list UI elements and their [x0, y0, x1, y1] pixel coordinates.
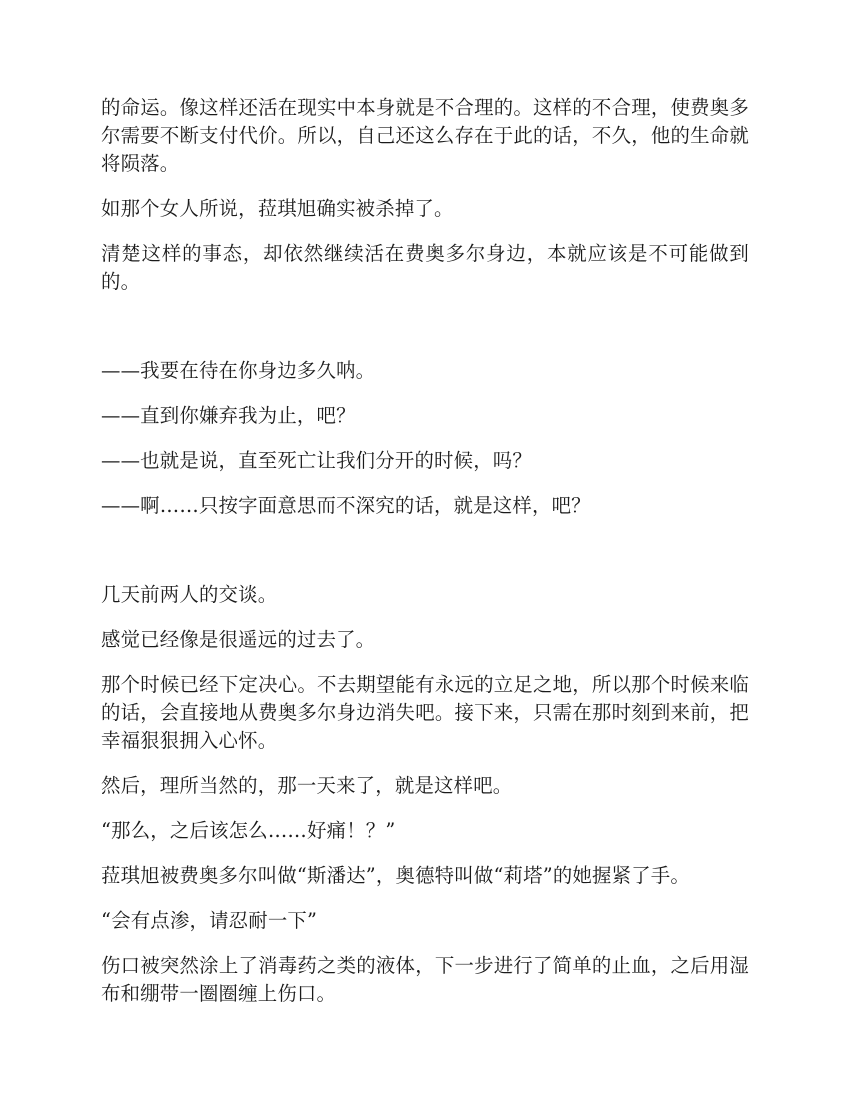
- dialogue-line: ——我要在待在你身边多久呐。: [101, 359, 376, 382]
- paragraph: 菈琪旭被费奥多尔叫做“斯潘达”，奥德特叫做“莉塔”的她握紧了手。: [101, 864, 690, 887]
- paragraph: 然后，理所当然的，那一天来了，就是这样吧。: [101, 774, 513, 797]
- document-page: [101, 94, 749, 1025]
- paragraph: 的命运。像这样还活在现实中本身就是不合理的。这样的不合理，使费奥多尔需要不断支付代价。所以，自己还这么存在于此的话，不久，他的生命就将陨落。: [101, 96, 749, 175]
- paragraph: 那个时候已经下定决心。不去期望能有永远的立足之地，所以那个时候来临的话，会直接地从费奥多尔身边消失吧。接下来，只需在那时刻到来前，把幸福狠狠拥入心怀。: [101, 673, 749, 752]
- dialogue-line: ——直到你嫌弃我为止，吧？: [101, 404, 356, 427]
- paragraph: 感觉已经像是很遥远的过去了。: [101, 628, 376, 651]
- paragraph: 清楚这样的事态，却依然继续活在费奥多尔身边，本就应该是不可能做到的。: [101, 242, 749, 293]
- dialogue-line: ——也就是说，直至死亡让我们分开的时候，吗？: [101, 449, 532, 472]
- paragraph: 如那个女人所说，菈琪旭确实被杀掉了。: [101, 197, 454, 220]
- dialogue-line: ——啊……只按字面意思而不深究的话，就是这样，吧？: [101, 494, 591, 517]
- section-break: [101, 537, 749, 581]
- section-break: [101, 313, 749, 357]
- paragraph: 几天前两人的交谈。: [101, 583, 278, 606]
- paragraph: 伤口被突然涂上了消毒药之类的液体，下一步进行了简单的止血，之后用湿布和绷带一圈圈缠上伤口。: [101, 954, 749, 1005]
- paragraph: “那么，之后该怎么……好痛！？”: [101, 819, 396, 842]
- paragraph: “会有点渗，请忍耐一下”: [101, 909, 318, 932]
